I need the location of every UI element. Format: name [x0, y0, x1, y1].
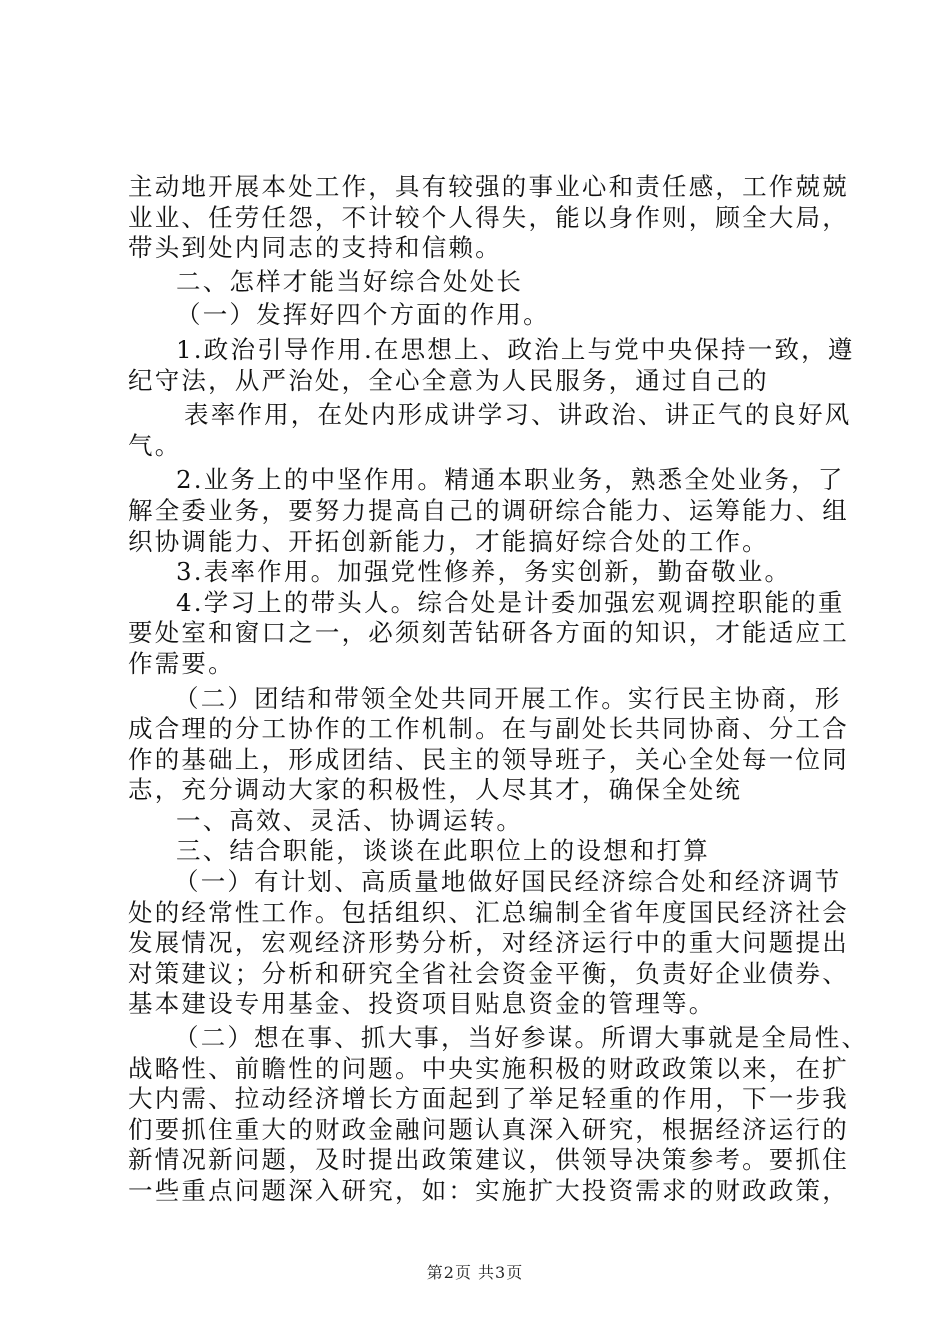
text-line: 一、高效、灵活、协调运转。	[176, 805, 524, 835]
text-line: 4.学习上的带头人。综合处是计委加强宏观调控职能的重	[176, 587, 845, 617]
text-line: 主动地开展本处工作，具有较强的事业心和责任感，工作兢兢	[128, 172, 849, 201]
text-line: 要处室和窗口之一，必须刻苦钻研各方面的知识，才能适应工	[128, 618, 849, 648]
text-line: 大内需、拉动经济增长方面起到了举足轻重的作用，下一步我	[128, 1084, 849, 1114]
text-line: 1.政治引导作用.在思想上、政治上与党中央保持一致，遵	[176, 334, 855, 364]
text-line: 作需要。	[128, 648, 235, 678]
subsection-heading: （二）想在事、抓大事，当好参谋。所谓大事就是全局性、	[174, 1023, 869, 1053]
text-line: 对策建议；分析和研究全省社会资金平衡，负责好企业债券、	[128, 958, 849, 988]
text-line: 成合理的分工协作的工作机制。在与副处长共同协商、分工合	[128, 714, 849, 744]
text-line: 解全委业务，要努力提高自己的调研综合能力、运筹能力、组	[128, 495, 849, 525]
subsection-heading: （一）发挥好四个方面的作用。	[176, 300, 550, 330]
text-line: 发展情况，宏观经济形势分析，对经济运行中的重大问题提出	[128, 928, 849, 958]
text-line: 一些重点问题深入研究，如：实施扩大投资需求的财政政策，	[128, 1176, 849, 1205]
text-line: 战略性、前瞻性的问题。中央实施积极的财政政策以来，在扩	[128, 1053, 849, 1083]
text-line: 3.表率作用。加强党性修养，务实创新，勤奋敬业。	[176, 557, 792, 587]
section-heading: 三、结合职能，谈谈在此职位上的设想和打算	[176, 836, 710, 866]
subsection-heading: （二）团结和带领全处共同开展工作。实行民主协商，形	[174, 683, 842, 713]
text-line: 表率作用，在处内形成讲学习、讲政治、讲正气的良好风	[184, 400, 852, 430]
text-line: 纪守法，从严治处，全心全意为人民服务，通过自己的	[128, 365, 769, 395]
text-line: 们要抓住重大的财政金融问题认真深入研究，根据经济运行的	[128, 1114, 849, 1144]
text-line: 织协调能力、开拓创新能力，才能搞好综合处的工作。	[128, 526, 769, 556]
section-heading: 二、怎样才能当好综合处处长	[176, 266, 524, 296]
text-line: 志，充分调动大家的积极性，人尽其才，确保全处统	[128, 775, 743, 805]
text-line: 新情况新问题，及时提出政策建议，供领导决策参考。要抓住	[128, 1145, 849, 1175]
text-line: 2.业务上的中坚作用。精通本职业务，熟悉全处业务，了	[176, 465, 845, 495]
page-number-footer: 第2页 共3页	[426, 1263, 524, 1282]
document-body	[128, 172, 869, 1207]
text-line: 基本建设专用基金、投资项目贴息资金的管理等。	[128, 989, 716, 1019]
text-line: 业业、任劳任怨，不计较个人得失，能以身作则，顾全大局，	[128, 202, 849, 232]
text-line: 气。	[128, 430, 182, 460]
text-line: 作的基础上，形成团结、民主的领导班子，关心全处每一位同	[128, 744, 849, 774]
text-line: 处的经常性工作。包括组织、汇总编制全省年度国民经济社会	[128, 897, 849, 927]
subsection-heading: （一）有计划、高质量地做好国民经济综合处和经济调节	[174, 867, 842, 897]
text-line: 带头到处内同志的支持和信赖。	[128, 233, 502, 263]
